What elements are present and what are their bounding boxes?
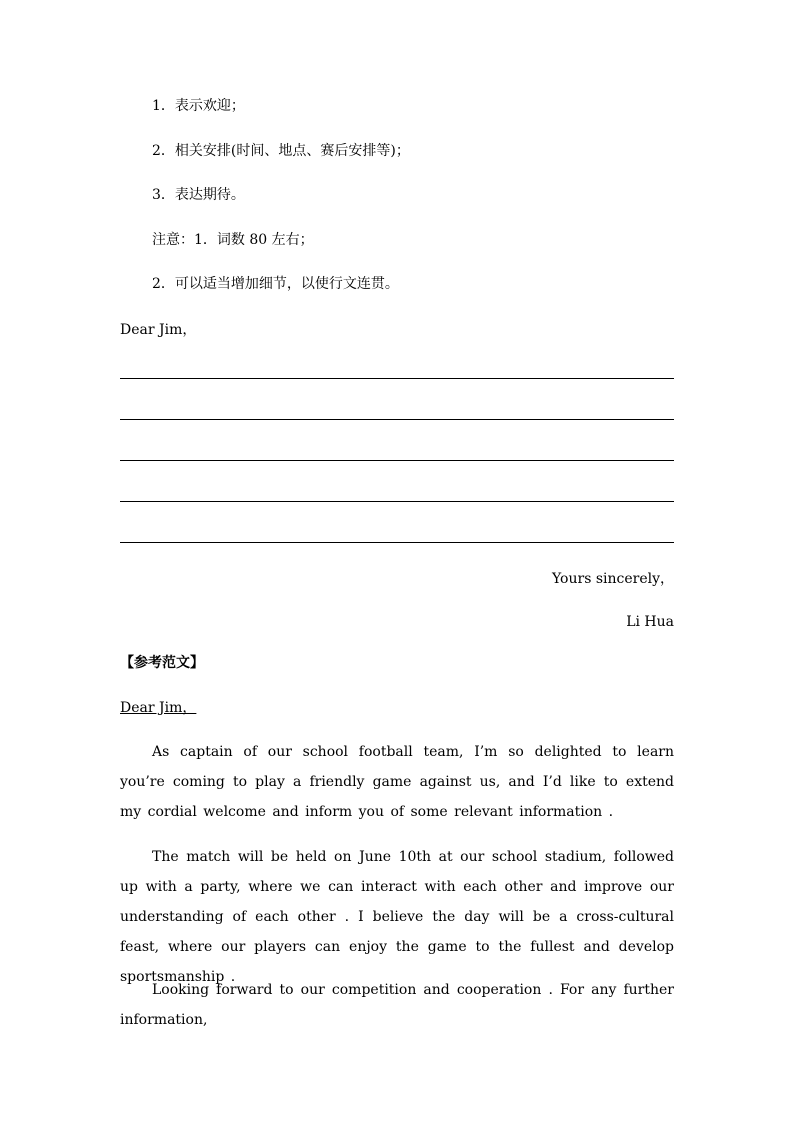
reference-paragraph-3 — [120, 975, 674, 1035]
reference-paragraph-2 — [120, 842, 674, 992]
requirement-1: 1．表示欢迎； — [152, 98, 245, 114]
requirement-2: 2．相关安排(时间、地点、赛后安排等)； — [152, 143, 410, 159]
writing-line — [120, 542, 674, 543]
reference-paragraph-3-text: Looking forward to our competition and cooperation . For any further information, — [120, 982, 674, 1028]
writing-line — [120, 378, 674, 379]
reference-paragraph-1 — [120, 737, 674, 827]
reference-paragraph-2-text: The match will be held on June 10th at our school stadium, followed up with a party, where we can interact with each other and improve our understanding of each other . I believe the day will be a cross-cultural feast, where our players can enjoy the game to the fullest and develop sportsmanship . — [120, 849, 674, 985]
requirement-3: 3．表达期待。 — [152, 187, 245, 203]
letter-signature: Li Hua — [626, 614, 674, 630]
letter-salutation: Dear Jim， — [120, 322, 197, 338]
reference-title: 【参考范文】 — [120, 655, 204, 671]
note-coherence: 2．可以适当增加细节，以使行文连贯。 — [152, 276, 399, 292]
note-word-count: 注意：1．词数 80 左右； — [152, 232, 314, 248]
writing-line — [120, 419, 674, 420]
writing-line — [120, 501, 674, 502]
reference-salutation: Dear Jim， — [120, 700, 197, 716]
reference-paragraph-1-text: As captain of our school football team, I’m so delighted to learn you’re coming to play a friendly game against us, and I’d like to extend my cordial welcome and inform you of some relevant information . — [120, 744, 674, 820]
letter-closing: Yours sincerely， — [552, 571, 674, 587]
writing-line — [120, 460, 674, 461]
